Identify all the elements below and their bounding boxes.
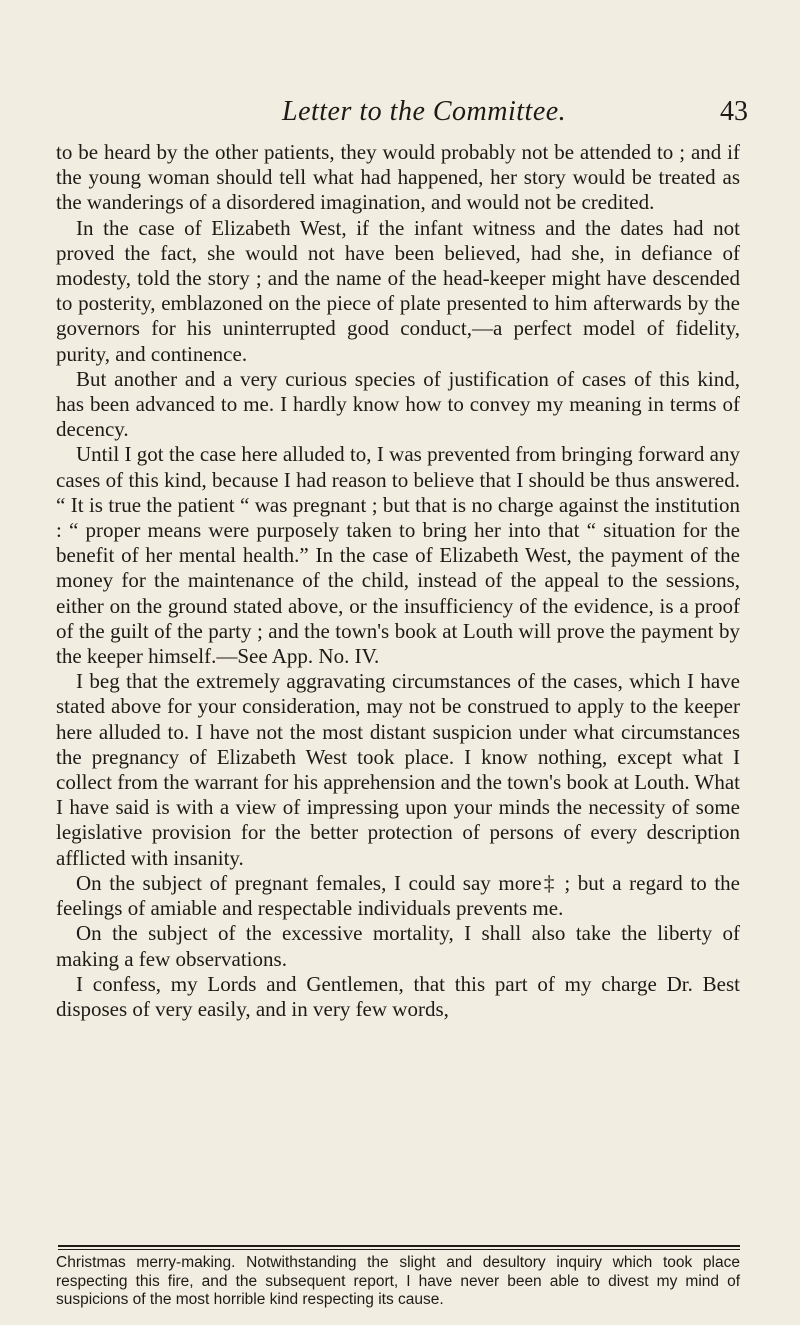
footnote: [56, 1254, 740, 1310]
running-title: Letter to the Committee.: [282, 96, 567, 127]
running-head: [0, 96, 800, 130]
footnote-text: Christmas merry-making. Notwithstanding the slight and desultory inquiry which took place respecting this fire, and the subsequent report, I have never been able to divest my mind of suspicions of the most horrible kind respecting its cause.: [56, 1254, 740, 1308]
paragraph: But another and a very curious species of justification of cases of this kind, has been advanced to me. I hardly know how to convey my meaning in terms of decency.: [56, 366, 740, 442]
footnote-rule: [58, 1245, 740, 1247]
body-text: [56, 140, 740, 1022]
paragraph: On the subject of the excessive mortality, I shall also take the liberty of making a few observations.: [56, 921, 740, 971]
paragraph: On the subject of pregnant females, I could say more‡ ; but a regard to the feelings of amiable and respectable individuals prevents me.: [56, 870, 740, 921]
paragraph: I confess, my Lords and Gentlemen, that this part of my charge Dr. Best disposes of very easily, and in very few words,: [56, 971, 740, 1021]
paragraph: Until I got the case here alluded to, I was prevented from bringing forward any cases of this kind, because I had reason to believe that I should be thus answered. “ It is true the patient “ was pregnant ; but that is no charge against the institution : “ proper means were purposely taken to bring her into that “ situation for the benefit of her mental health.” In the case of Elizabeth West, the payment of the money for the maintenance of the child, instead of the appeal to the sessions, either on the ground stated above, or the insufficiency of the evidence, is a proof of the guilt of the party ; and the town's book at Louth will prove the payment by the keeper himself.—See App. No. IV.: [56, 442, 740, 669]
footnote-rule-thin: [58, 1249, 740, 1250]
page-number: 43: [720, 96, 748, 127]
paragraph: I beg that the extremely aggravating circumstances of the cases, which I have stated above for your consideration, may not be construed to apply to the keeper here alluded to. I have not the most distant suspicion under what circumstances the pregnancy of Elizabeth West took place. I know nothing, except what I collect from the warrant for his apprehension and the town's book at Louth. What I have said is with a view of impressing upon your minds the necessity of some legislative provision for the better protection of persons of every description afflicted with insanity.: [56, 669, 740, 870]
paragraph: to be heard by the other patients, they would probably not be attended to ; and if the young woman should tell what had happened, her story would be treated as the wanderings of a disordered imagination, and would not be credited.: [56, 140, 740, 215]
paragraph: In the case of Elizabeth West, if the infant witness and the dates had not proved the fact, she would not have been believed, had she, in defiance of modesty, told the story ; and the name of the head-keeper might have descended to posterity, emblazoned on the piece of plate presented to him afterwards by the governors for his uninterrupted good conduct,—a perfect model of fidelity, purity, and continence.: [56, 215, 740, 366]
